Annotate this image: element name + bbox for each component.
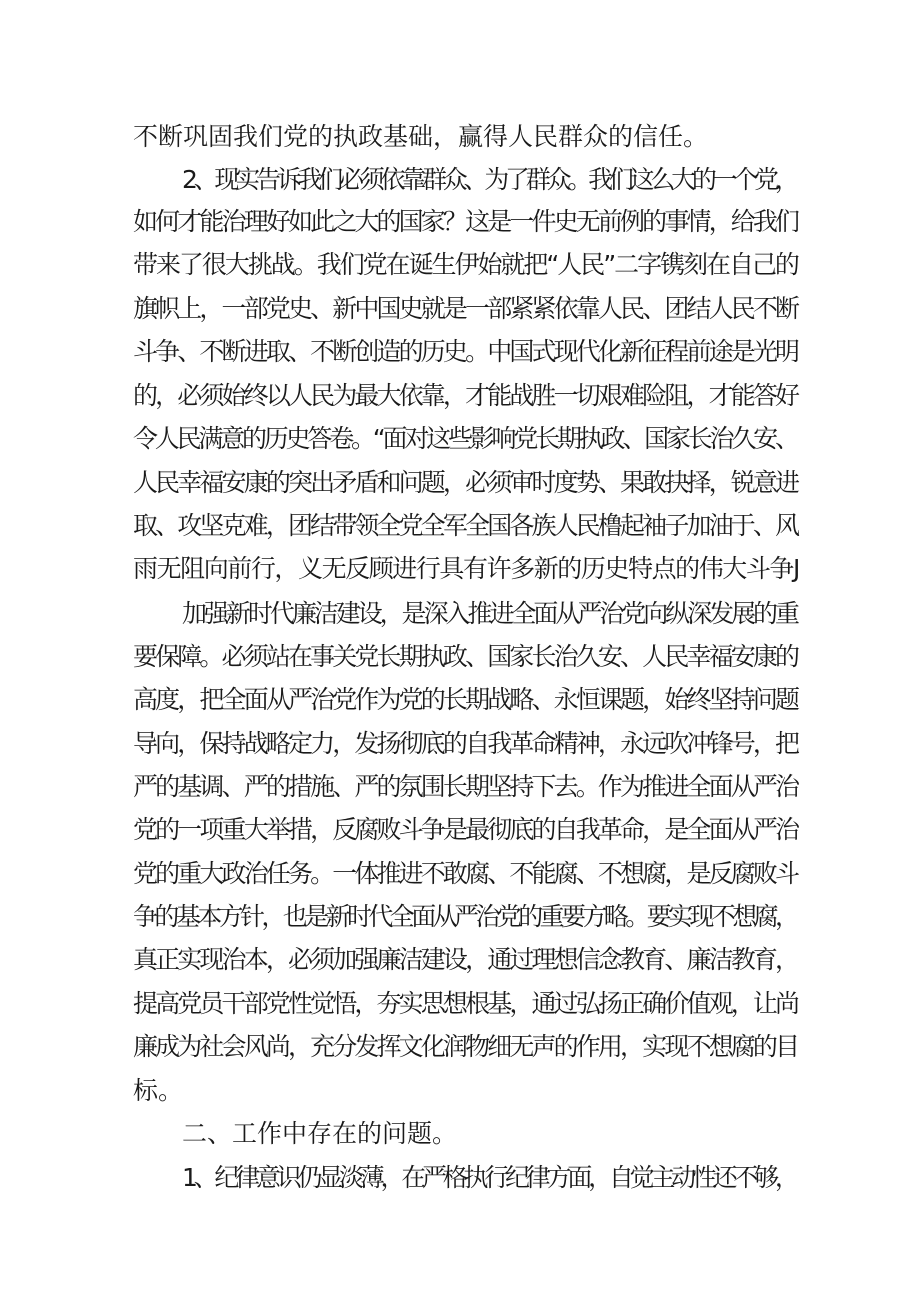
text-line: 雨无阻向前行，义无反顾进行具有许多新的历史特点的伟大斗争J <box>133 554 799 583</box>
text-line: 的，必须始终以人民为最大依靠，才能战胜一切艰难险阻，才能答好 <box>133 381 798 410</box>
text-line: 不断巩固我们党的执政基础，赢得人民群众的信任。 <box>133 122 709 151</box>
text-line: 党的一项重大举措，反腐败斗争是最彻底的自我革命，是全面从严治 <box>133 815 798 844</box>
text-line: 高度，把全面从严治党作为党的长期战略、永恒课题，始终坚持问题 <box>133 685 798 714</box>
text-line: 要保障。必须站在事关党长期执政、国家长治久安、人民幸福安康的 <box>133 642 798 671</box>
text-line: 旗帜上，一部党史、新中国史就是一部紧紧依靠人民、团结人民不断 <box>133 294 798 323</box>
text-line: 标。 <box>133 1076 184 1105</box>
section-heading: 二、工作中存在的问题。 <box>182 1119 458 1148</box>
text-line: 加强新时代廉洁建设，是深入推进全面从严治党向纵深发展的重 <box>182 599 797 628</box>
text-line: 如何才能治理好如此之大的国家？这是一件史无前例的事情，给我们 <box>133 207 798 236</box>
text-line: 导向，保持战略定力，发扬彻底的自我革命精神，永远吹冲锋号，把 <box>133 729 798 758</box>
text-line: 真正实现治本，必须加强廉洁建设，通过理想信念教育、廉洁教育， <box>133 945 798 974</box>
text-line: 争的基本方针，也是新时代全面从严治党的重要方略。要实现不想腐， <box>133 902 797 931</box>
text-line: 取、攻坚克难，团结带领全党全军全国各族人民橹起袖子加油于、风 <box>133 511 798 540</box>
text-line: 人民幸福安康的突出矛盾和问题，必须审时度势、果敢抉择，锐意进 <box>133 468 798 497</box>
text-line: 令人民满意的历史答卷。“面对这些影响党长期执政、国家长治久安、 <box>133 424 797 453</box>
text-line: 带来了很大挑战。我们党在诞生伊始就把“人民”二字镌刻在自己的 <box>133 250 798 279</box>
text-line: 严的基调、严的措施、严的氛围长期坚持下去。作为推进全面从严治 <box>133 772 798 801</box>
text-line: 党的重大政治任务。一体推进不敢腐、不能腐、不想腐，是反腐败斗 <box>133 859 798 888</box>
text-line: 提高党员干部党性觉悟，夯实思想根基，通过弘扬正确价值观，让尚 <box>133 989 798 1018</box>
text-line: 廉成为社会风尚，充分发挥文化润物细无声的作用，实现不想腐的目 <box>133 1032 798 1061</box>
text-line: 斗争、不断进取、不断创造的历史。中国式现代化新征程前途是光明 <box>133 337 798 366</box>
text-line: 1、纪律意识仍显淡薄，在严格执行纪律方面，自觉主动性还不够， <box>182 1163 796 1192</box>
text-line: 2、现实告诉我们必须依靠群众、为了群众。我们这么大的一个党， <box>182 165 796 194</box>
